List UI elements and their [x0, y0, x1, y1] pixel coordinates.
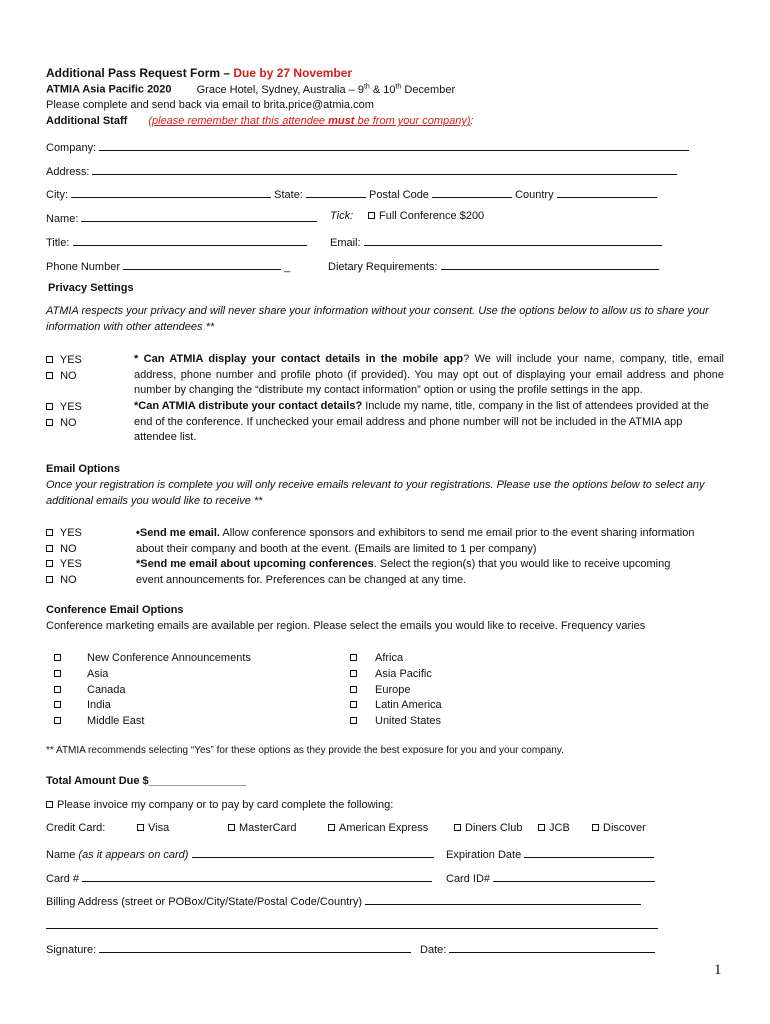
- checkbox-icon[interactable]: [54, 670, 61, 677]
- yes-label: YES: [59, 558, 82, 570]
- title-row: [46, 234, 307, 249]
- checkbox-icon[interactable]: [454, 824, 461, 831]
- checkbox-icon[interactable]: [46, 560, 53, 567]
- email-q2-no[interactable]: [46, 573, 82, 589]
- email-row: [330, 234, 662, 249]
- checkbox-icon[interactable]: [46, 403, 53, 410]
- city-field[interactable]: [71, 186, 271, 198]
- invoice-checkbox[interactable]: [46, 801, 53, 808]
- country-field[interactable]: [557, 186, 657, 198]
- company-row: [46, 139, 689, 154]
- region-label: India: [87, 699, 111, 712]
- mastercard-label: MasterCard: [239, 822, 297, 834]
- region-label: Asia: [87, 667, 109, 680]
- privacy-q2-text: [134, 399, 724, 446]
- cardholder-name-note: (as it appears on card): [78, 849, 189, 861]
- company-field[interactable]: [99, 139, 689, 151]
- cardholder-name-row: [46, 846, 434, 861]
- signature-field[interactable]: [99, 941, 411, 953]
- card-visa[interactable]: [137, 822, 169, 834]
- yes-label: YES: [59, 354, 82, 366]
- email-options-checkboxes: [46, 526, 82, 588]
- company-label: Company:: [46, 142, 97, 154]
- privacy-heading: Privacy Settings: [48, 282, 134, 294]
- privacy-q1-options: [46, 352, 82, 384]
- email-q1-yes[interactable]: [46, 526, 82, 542]
- checkbox-icon[interactable]: [54, 686, 61, 693]
- region-label: New Conference Announcements: [87, 652, 251, 664]
- visa-label: Visa: [148, 822, 170, 834]
- privacy-q1-bold: * Can ATMIA display your contact details in the mobile app: [134, 353, 464, 365]
- phone-field[interactable]: [123, 258, 281, 270]
- instructions: Please complete and send back via email to brita.price@atmia.com: [46, 99, 374, 111]
- amex-label: American Express: [339, 822, 429, 834]
- card-amex[interactable]: [328, 822, 428, 834]
- region-label: Europe: [375, 683, 411, 696]
- page-number: 1: [714, 962, 722, 978]
- address-field[interactable]: [92, 163, 677, 175]
- email-q1-text: [136, 526, 696, 557]
- email-options-heading: Email Options: [46, 463, 120, 475]
- date-label: Date:: [420, 944, 447, 956]
- staff-note-a: (please remember that this attendee: [148, 115, 329, 127]
- email-field[interactable]: [364, 234, 662, 246]
- region-label: Canada: [87, 683, 126, 696]
- email-q2-text: [136, 557, 696, 588]
- name-field[interactable]: [81, 210, 317, 222]
- privacy-q2-rest: Include my name, title, company in the list of attendees provided at the end of the conference. If unchecked your email address and phone number will not be included in the ATMIA app attendee list.: [134, 400, 709, 443]
- checkbox-icon[interactable]: [46, 576, 53, 583]
- tick-label: Tick:: [330, 210, 354, 222]
- privacy-intro: ATMIA respects your privacy and will never share your information without your consent. Use the options below to allow us to share your information with other attendees **: [46, 305, 709, 333]
- region-list-right: [350, 651, 442, 730]
- checkbox-icon[interactable]: [54, 654, 61, 661]
- checkbox-icon[interactable]: [54, 717, 61, 724]
- privacy-q1-yes[interactable]: [46, 352, 82, 368]
- total-amount[interactable]: Total Amount Due $________________: [46, 775, 247, 787]
- checkbox-icon[interactable]: [46, 372, 53, 379]
- checkbox-icon[interactable]: [350, 717, 357, 724]
- email-q1-no[interactable]: [46, 542, 82, 558]
- card-id-row: [446, 870, 655, 885]
- title-label: Title:: [46, 237, 70, 249]
- no-label: NO: [60, 542, 77, 555]
- yes-label: YES: [59, 401, 82, 413]
- card-number-label: Card #: [46, 873, 80, 885]
- checkbox-icon[interactable]: [46, 356, 53, 363]
- card-diners[interactable]: [454, 822, 522, 834]
- billing-address-line-2[interactable]: [46, 917, 658, 932]
- checkbox-icon[interactable]: [350, 701, 357, 708]
- event-name: ATMIA Asia Pacific 2020: [46, 83, 172, 96]
- privacy-q1-text: [134, 352, 724, 399]
- country-label: Country: [515, 189, 554, 201]
- privacy-q2-yes[interactable]: [46, 399, 82, 415]
- state-field[interactable]: [306, 186, 366, 198]
- form-title: [46, 66, 352, 80]
- recommendation-note: ** ATMIA recommends selecting “Yes” for these options as they provide the best exposure for you and your company.: [46, 745, 564, 756]
- expiration-row: [446, 846, 654, 861]
- city-row: [46, 186, 657, 201]
- checkbox-icon[interactable]: [228, 824, 235, 831]
- checkbox-icon[interactable]: [46, 419, 53, 426]
- billing-address-row: [46, 893, 641, 908]
- card-mastercard[interactable]: [228, 822, 296, 834]
- region-canada[interactable]: [54, 683, 251, 699]
- region-latin-america[interactable]: [350, 698, 442, 714]
- region-africa[interactable]: [350, 651, 442, 667]
- additional-staff-line: [46, 115, 474, 127]
- privacy-q2-options: [46, 399, 82, 431]
- additional-staff-label: Additional Staff: [46, 115, 128, 127]
- email-q1-rest: Allow conference sponsors and exhibitors to send me email prior to the event sharing information about their company and booth at the event. (Emails are limited to 1 per company): [136, 527, 695, 555]
- email-label: Email:: [330, 237, 361, 249]
- dietary-label: Dietary Requirements:: [328, 261, 438, 273]
- region-list-left: [54, 651, 251, 730]
- checkbox-icon[interactable]: [592, 824, 599, 831]
- checkbox-icon[interactable]: [350, 686, 357, 693]
- billing-address-field-2[interactable]: [46, 917, 658, 929]
- signature-label: Signature:: [46, 944, 97, 956]
- region-new-conference[interactable]: [54, 651, 251, 667]
- region-label: United States: [375, 715, 442, 728]
- checkbox-icon[interactable]: [350, 670, 357, 677]
- billing-address-label: Billing Address (street or POBox/City/State/Postal Code/Country): [46, 896, 363, 908]
- postal-field[interactable]: [432, 186, 512, 198]
- expiration-field[interactable]: [524, 846, 654, 858]
- checkbox-icon[interactable]: [137, 824, 144, 831]
- region-europe[interactable]: [350, 683, 442, 699]
- card-id-label: Card ID#: [446, 873, 491, 885]
- email-q1-bold: •Send me email.: [136, 527, 220, 539]
- venue-text: Grace Hotel, Sydney, Australia – 9: [196, 83, 364, 96]
- checkbox-icon[interactable]: [350, 654, 357, 661]
- no-label: NO: [60, 417, 77, 429]
- date-row: [420, 941, 655, 956]
- invoice-option[interactable]: [46, 799, 393, 811]
- phone-row: [46, 258, 290, 273]
- region-united-states[interactable]: [350, 714, 442, 730]
- signature-row: [46, 941, 411, 956]
- venue-sup-1: th: [363, 83, 370, 90]
- staff-note-colon: :: [470, 115, 474, 127]
- region-label: Africa: [375, 652, 404, 664]
- email-q2-yes[interactable]: [46, 557, 82, 573]
- cardholder-name-field[interactable]: [192, 846, 434, 858]
- address-row: [46, 163, 677, 178]
- due-date: Due by 27 November: [233, 66, 353, 80]
- credit-card-label: Credit Card:: [46, 822, 106, 834]
- checkbox-icon[interactable]: [46, 529, 53, 536]
- venue-sup-2: th: [395, 83, 402, 90]
- region-label: Middle East: [87, 715, 145, 728]
- email-options-intro: Once your registration is complete you will only receive emails relevant to your registrations. Please use the options below to select any additional emails you would like to receive **: [46, 479, 705, 507]
- full-conference-checkbox[interactable]: [368, 212, 375, 219]
- privacy-q1-rest: ? We will include your name, company, title, email address, phone number and profile photo (if provided). You may opt out of displaying your email address and phone number by changing the “distribute my contact information” option or using the profile settings in the app.: [134, 353, 724, 396]
- expiration-label: Expiration Date: [446, 849, 522, 861]
- dietary-row: [328, 258, 659, 273]
- invoice-label: Please invoice my company or to pay by card complete the following:: [57, 799, 394, 811]
- email-q2-bold: *Send me email about upcoming conferences: [136, 558, 374, 570]
- checkbox-icon[interactable]: [46, 545, 53, 552]
- card-number-row: [46, 870, 432, 885]
- checkbox-icon[interactable]: [328, 824, 335, 831]
- privacy-q2-bold: *Can ATMIA distribute your contact details?: [134, 400, 363, 412]
- title-field[interactable]: [73, 234, 307, 246]
- checkbox-icon[interactable]: [54, 701, 61, 708]
- yes-label: YES: [59, 527, 82, 539]
- address-label: Address:: [46, 166, 90, 178]
- staff-note-b: be from your company): [354, 115, 471, 127]
- phone-tail: _: [284, 261, 291, 273]
- name-row: [46, 210, 317, 225]
- card-number-field[interactable]: [82, 870, 432, 882]
- full-conference-option[interactable]: [368, 210, 484, 222]
- staff-note: [148, 115, 470, 127]
- email-q2-rest: . Select the region(s) that you would like to receive upcoming event announcements for. Preferences can be changed at any time.: [136, 558, 671, 586]
- region-asia[interactable]: [54, 667, 251, 683]
- dietary-field[interactable]: [441, 258, 659, 270]
- venue-mid: & 10: [369, 83, 396, 96]
- billing-address-field[interactable]: [365, 893, 641, 905]
- conference-email-heading: Conference Email Options: [46, 604, 184, 616]
- postal-label: Postal Code: [369, 189, 429, 201]
- jcb-label: JCB: [549, 822, 570, 834]
- privacy-q1-no[interactable]: [46, 368, 82, 384]
- city-label: City:: [46, 189, 68, 201]
- date-field[interactable]: [449, 941, 655, 953]
- card-id-field[interactable]: [493, 870, 655, 882]
- diners-label: Diners Club: [465, 822, 523, 834]
- staff-note-must: must: [328, 115, 355, 127]
- conference-email-intro: Conference marketing emails are available per region. Please select the emails you would like to receive. Frequency varies: [46, 620, 646, 632]
- privacy-q2-no[interactable]: [46, 415, 82, 431]
- state-label: State:: [274, 189, 303, 201]
- venue: [197, 84, 456, 96]
- region-label: Latin America: [375, 699, 442, 712]
- checkbox-icon[interactable]: [538, 824, 545, 831]
- no-label: NO: [60, 370, 77, 382]
- region-label: Asia Pacific: [375, 667, 432, 680]
- discover-label: Discover: [603, 822, 646, 834]
- card-jcb[interactable]: [538, 822, 570, 834]
- no-label: NO: [60, 573, 77, 586]
- cardholder-name-label: Name: [46, 849, 79, 861]
- venue-end: December: [401, 83, 456, 96]
- event-line: [46, 83, 455, 96]
- region-asia-pacific[interactable]: [350, 667, 442, 683]
- region-india[interactable]: [54, 698, 251, 714]
- name-label: Name:: [46, 213, 79, 225]
- region-middle-east[interactable]: [54, 714, 251, 730]
- phone-label: Phone Number: [46, 261, 120, 273]
- card-discover[interactable]: [592, 822, 646, 834]
- form-title-text: Additional Pass Request Form –: [46, 66, 234, 80]
- full-conference-label: Full Conference $200: [379, 210, 485, 222]
